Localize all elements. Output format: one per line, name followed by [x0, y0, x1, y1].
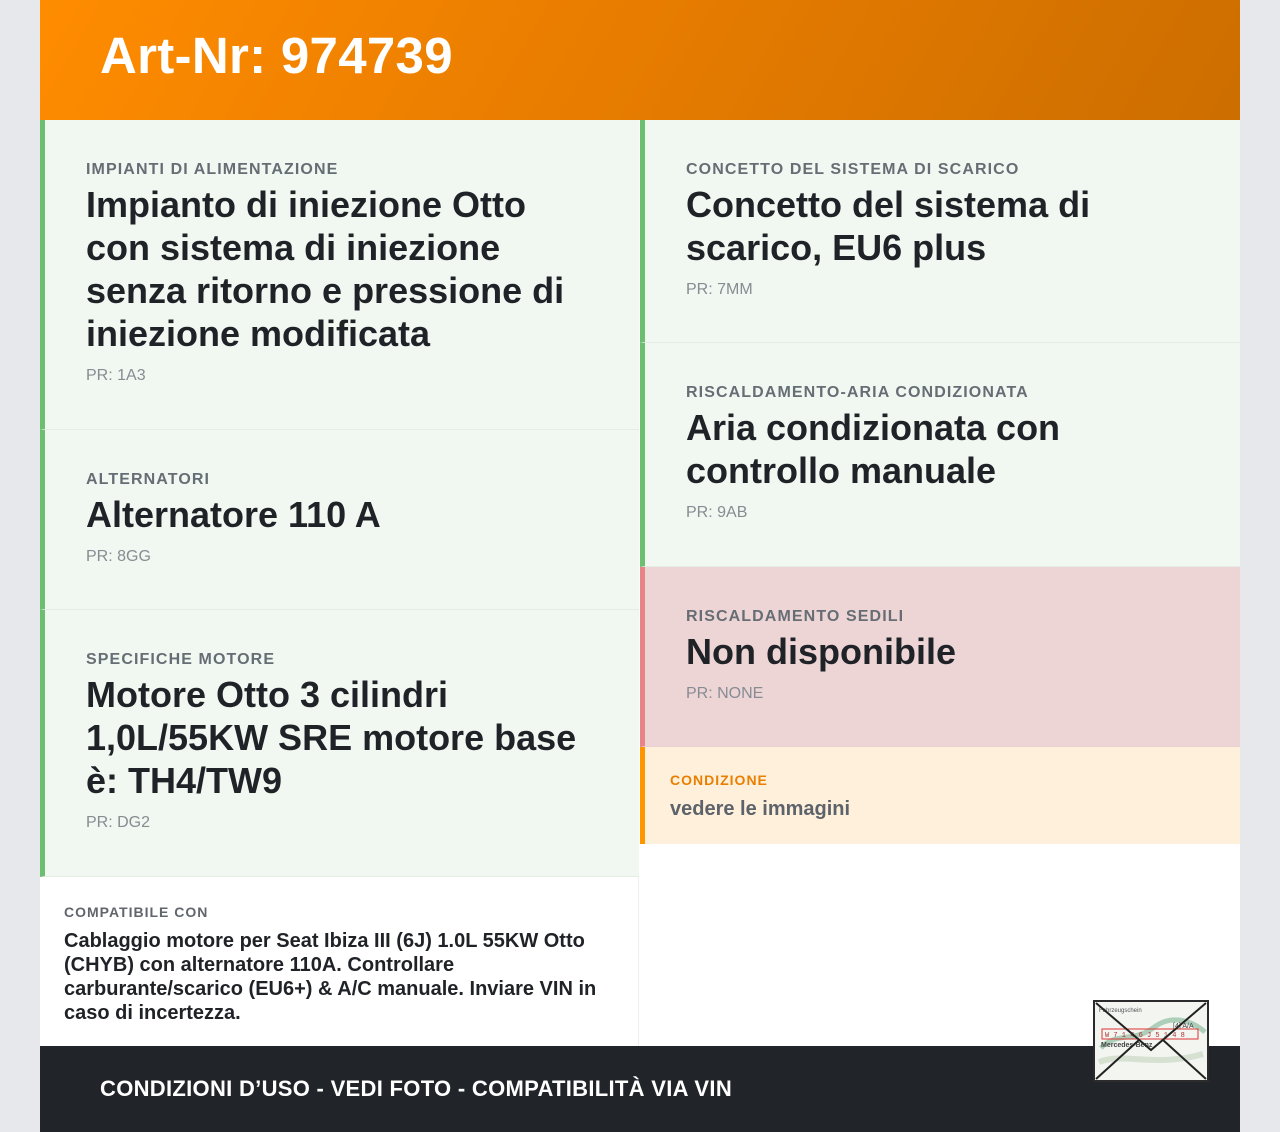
spec-pr-code: PR: 1A3 — [86, 367, 146, 384]
spec-category: IMPIANTI DI ALIMENTAZIONE — [86, 161, 339, 178]
spec-card-exhaust — [640, 120, 1240, 343]
spec-category: ALTERNATORI — [86, 471, 211, 488]
stamp-line-3: W 7 1 4 6 J 5 1 4 8 — [1105, 1032, 1185, 1040]
spec-value: Concetto del sistema di scarico, EU6 plus — [686, 184, 1091, 268]
spec-pr-code: PR: NONE — [686, 685, 764, 702]
compatibility-label: COMPATIBILE CON — [64, 904, 209, 920]
condition-label: CONDIZIONE — [670, 772, 768, 788]
spec-category: CONCETTO DEL SISTEMA DI SCARICO — [686, 161, 1020, 178]
product-sheet — [40, 0, 1240, 1132]
compatibility-text: Cablaggio motore per Seat Ibiza III (6J) 1.0L 55KW Otto (CHYB) con alternatore 110A. Controllare carburante/scarico (EU6+) & A/C manuale. Inviare VIN in caso di incertezza. — [64, 930, 597, 1024]
stamp-line-4: Mercedes-Benz — [1101, 1042, 1153, 1049]
header-banner — [40, 0, 1240, 120]
spec-card-alternator — [40, 430, 639, 610]
spec-pr-code: PR: 7MM — [686, 281, 753, 298]
footer-bar — [40, 1046, 1240, 1132]
spec-value: Motore Otto 3 cilindri 1,0L/55KW SRE motore base è: TH4/TW9 — [86, 674, 577, 801]
spec-pr-code: PR: 9AB — [686, 504, 748, 521]
spec-category: SPECIFICHE MOTORE — [86, 651, 276, 668]
spec-value: Impianto di iniezione Otto con sistema di iniezione senza ritorno e pressione di iniezione modificata — [86, 184, 565, 354]
condition-text: vedere le immagini — [670, 798, 851, 820]
spec-value: Aria condizionata con controllo manuale — [686, 407, 1061, 491]
article-number-title: Art-Nr: 974739 — [100, 27, 453, 84]
spec-value: Alternatore 110 A — [86, 494, 381, 535]
compatibility-box — [40, 877, 639, 1046]
stamp-line-1: Fahrzeugschein — [1099, 1008, 1142, 1014]
stamp-graphic — [1095, 1002, 1207, 1080]
spec-value: Non disponibile — [686, 631, 956, 672]
spec-card-air-conditioning — [640, 343, 1240, 567]
envelope-icon — [1093, 1000, 1209, 1082]
footer-text: CONDIZIONI D’USO - VEDI FOTO - COMPATIBILITÀ VIA VIN — [100, 1076, 733, 1101]
spec-card-seat-heating — [640, 567, 1240, 747]
spec-card-engine — [40, 610, 639, 877]
condition-box — [640, 747, 1240, 844]
spec-pr-code: PR: DG2 — [86, 814, 151, 831]
spec-category: RISCALDAMENTO SEDILI — [686, 608, 905, 625]
spec-category: RISCALDAMENTO-ARIA CONDIZIONATA — [686, 384, 1029, 401]
spec-pr-code: PR: 8GG — [86, 548, 151, 565]
stamp-line-2: [4] A/A — [1173, 1023, 1194, 1030]
spec-card-fuel-system — [40, 120, 639, 430]
